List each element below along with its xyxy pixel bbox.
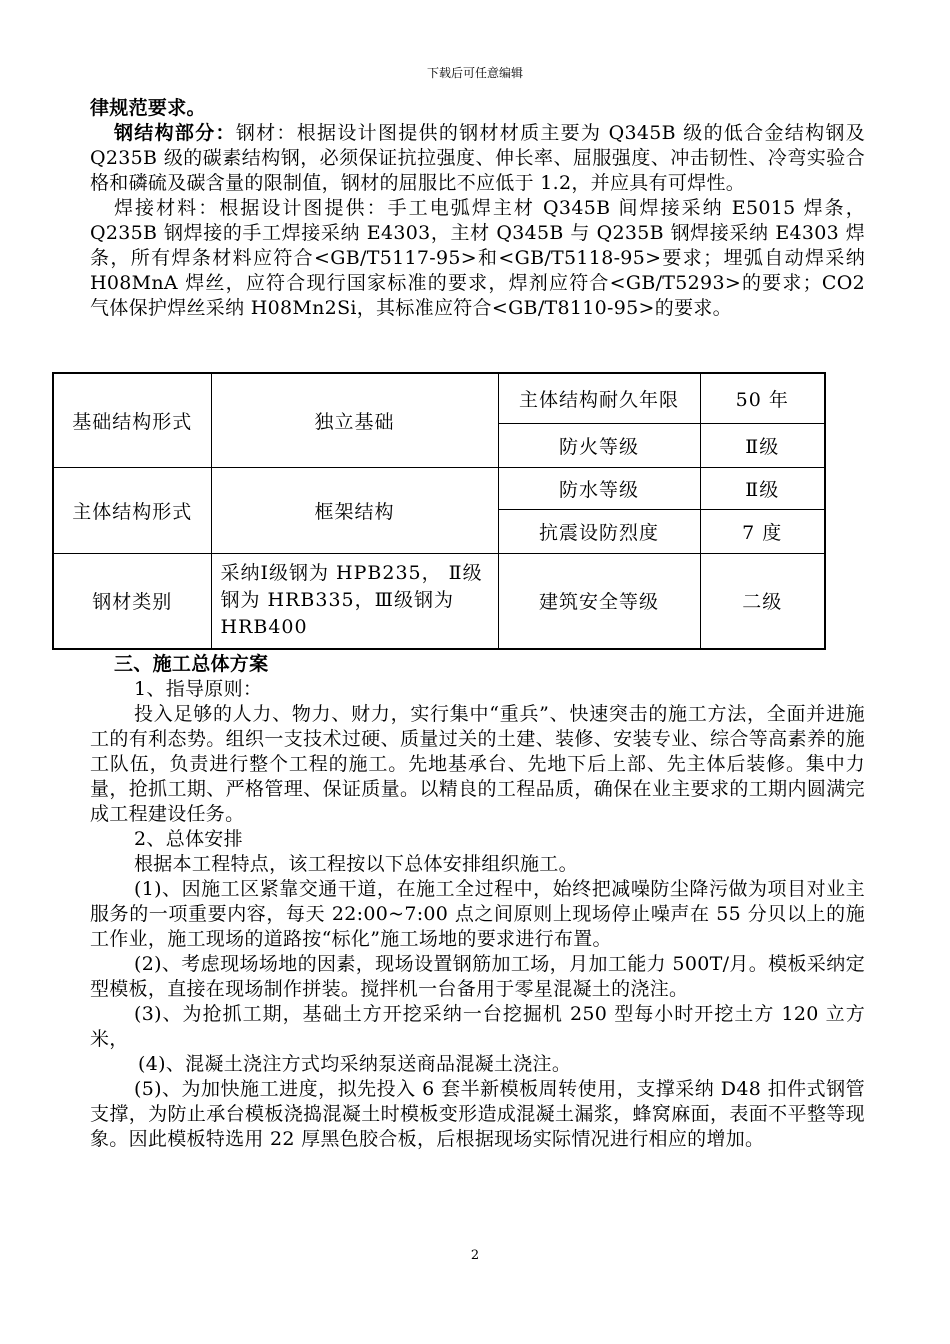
arrangement-item-4: (4)、混凝土浇注方式均采纳泵送商品混凝土浇注。 — [138, 1053, 572, 1075]
safety-grade-value: 二级 — [700, 553, 825, 649]
structure-spec-table — [52, 372, 826, 650]
table-row — [53, 373, 825, 423]
intro-line-tail: 律规范要求。 — [90, 97, 206, 119]
seismic-label: 抗震设防烈度 — [498, 509, 700, 553]
foundation-type-value: 独立基础 — [211, 373, 498, 467]
main-structure-value: 框架结构 — [211, 467, 498, 553]
page-header: 下载后可任意编辑 — [426, 66, 523, 80]
durability-label: 主体结构耐久年限 — [498, 373, 700, 423]
subheading-guideline: 1、指导原则： — [134, 678, 263, 700]
table-row — [53, 553, 825, 649]
seismic-value: 7 度 — [700, 509, 825, 553]
table-row — [53, 467, 825, 509]
arrangement-intro: 根据本工程特点，该工程按以下总体安排组织施工。 — [134, 853, 578, 875]
section-title: 三、施工总体方案 — [114, 653, 269, 675]
weld-paragraph: 焊接材料：根据设计图提供：手工电弧焊主材 Q345B 间焊接采纳 E5015 焊条，Q235B 钢焊接的手工焊接采纳 E4303，主材 Q345B 与 Q235B 钢焊接采纳 E4303 焊条，所有焊条材料应符合<GB/T5117-95>和<GB/T5118-95>要求；埋弧自动焊采纳 H08MnA 焊丝，应符合现行国家标准的要求，焊剂应符合<GB/T5293>的要求；CO2 气体保护焊丝采纳 H08Mn2Si，其标准应符合<GB/T8110-95>的要求。 — [90, 197, 865, 319]
safety-grade-label: 建筑安全等级 — [498, 553, 700, 649]
arrangement-item-3: (3)、为抢抓工期，基础土方开挖采纳一台挖掘机 250 型每小时开挖土方 120 立方米， — [90, 1003, 865, 1050]
steel-category-label: 钢材类别 — [53, 553, 211, 649]
foundation-type-label: 基础结构形式 — [53, 373, 211, 467]
arrangement-item-2: (2)、考虑现场场地的因素，现场设置钢筋加工场，月加工能力 500T/月。模板采纳定型模板，直接在现场制作拼装。搅拌机一台备用于零星混凝土的浇注。 — [90, 953, 865, 1000]
main-structure-label: 主体结构形式 — [53, 467, 211, 553]
durability-value: 50 年 — [700, 373, 825, 423]
intro-section — [90, 96, 865, 321]
arrangement-item-1: (1)、因施工区紧靠交通干道，在施工全过程中，始终把减噪防尘降污做为项目对业主服务的一项重要内容，每天 22:00~7:00 点之间原则上现场停止噪声在 55 分贝以上的施工作业，施工现场的道路按“标化”施工场地的要求进行布置。 — [90, 878, 865, 950]
steel-text: 钢材：根据设计图提供的钢材材质主要为 Q345B 级的低合金结构钢及 Q235B 级的碳素结构钢，必须保证抗拉强度、伸长率、屈服强度、冲击韧性、冷弯实验合格和磷硫及碳含量的限制值，钢材的屈服比不应低于 1.2，并应具有可焊性。 — [90, 122, 865, 194]
subheading-arrangement: 2、总体安排 — [134, 828, 243, 850]
steel-category-value: 采纳Ⅰ级钢为 HPB235， Ⅱ级钢为 HRB335，Ⅲ级钢为 HRB400 — [211, 553, 498, 649]
steel-paragraph — [90, 121, 865, 196]
fire-rating-value: Ⅱ级 — [700, 423, 825, 467]
section-3 — [90, 652, 865, 1152]
arrangement-item-5: (5)、为加快施工进度，拟先投入 6 套半新模板周转使用，支撑采纳 D48 扣件式钢管支撑，为防止承台模板浇捣混凝土时模板变形造成混凝土漏浆，蜂窝麻面，表面不平整等现象。因此模板特选用 22 厚黑色胶合板，后根据现场实际情况进行相应的增加。 — [90, 1078, 865, 1150]
fire-rating-label: 防火等级 — [498, 423, 700, 467]
steel-label: 钢结构部分： — [114, 122, 236, 144]
waterproof-label: 防水等级 — [498, 467, 700, 509]
page-number: 2 — [470, 1248, 480, 1263]
guideline-paragraph: 投入足够的人力、物力、财力，实行集中“重兵”、快速突击的施工方法，全面并进施工的有利态势。组织一支技术过硬、质量过关的土建、装修、安装专业、综合等高素养的施工队伍，负责进行整个工程的施工。先地基承台、先地下后上部、先主体后装修。集中力量，抢抓工期、严格管理、保证质量。以精良的工程品质，确保在业主要求的工期内圆满完成工程建设任务。 — [90, 703, 865, 825]
waterproof-value: Ⅱ级 — [700, 467, 825, 509]
